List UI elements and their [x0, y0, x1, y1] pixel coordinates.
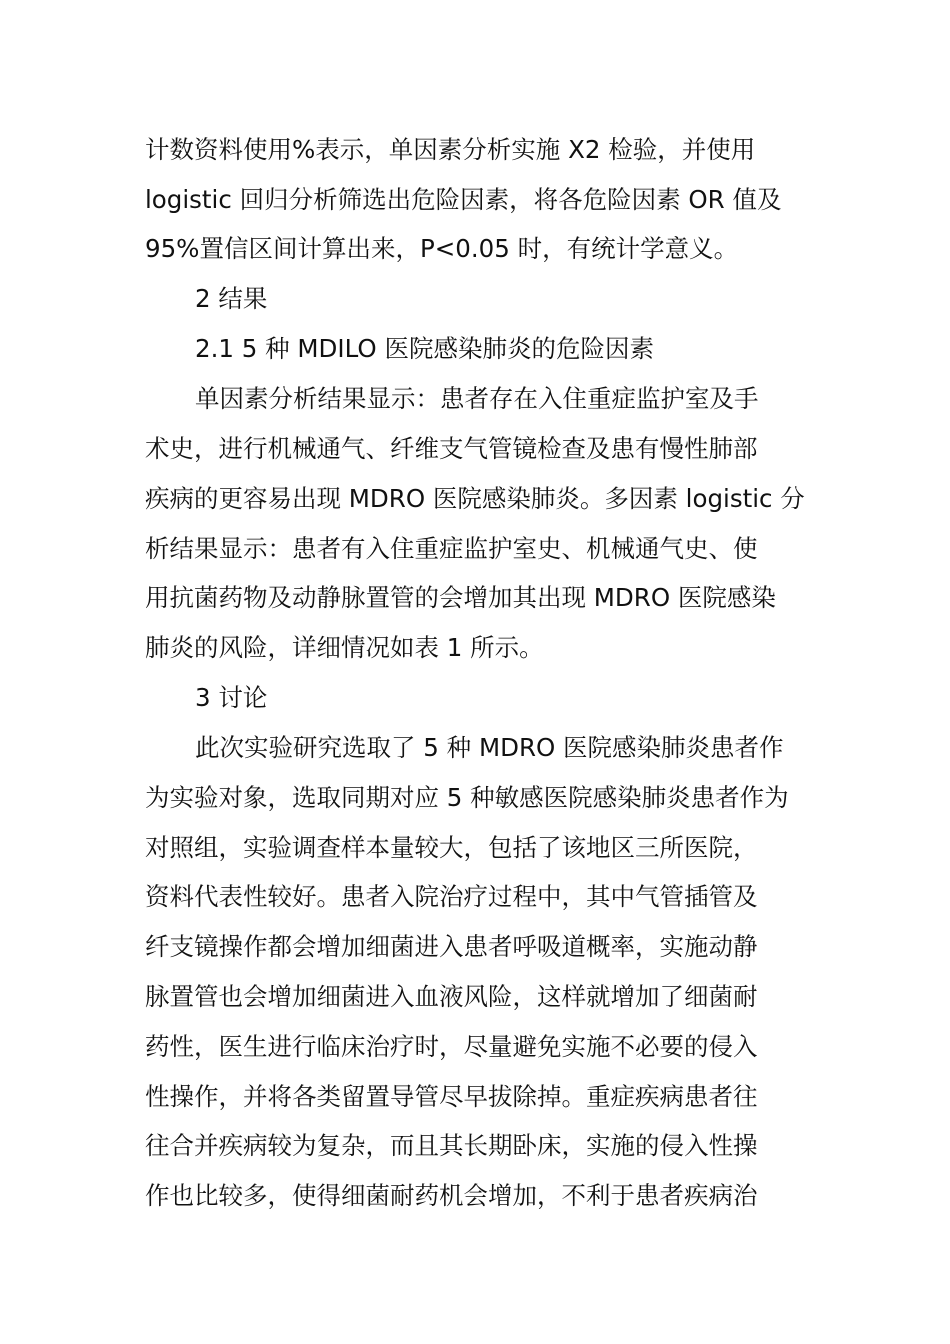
section-heading: 2 结果: [195, 284, 268, 313]
paragraph-line: 资料代表性较好。患者入院治疗过程中，其中气管插管及: [145, 882, 758, 911]
paragraph-line: 计数资料使用%表示，单因素分析实施 X2 检验，并使用: [145, 135, 756, 164]
paragraph-line: logistic 回归分析筛选出危险因素，将各危险因素 OR 值及: [145, 185, 782, 214]
paragraph-line: 性操作，并将各类留置导管尽早拔除掉。重症疾病患者往: [145, 1082, 758, 1111]
paragraph-line: 单因素分析结果显示：患者存在入住重症监护室及手: [195, 384, 759, 413]
section-heading: 3 讨论: [195, 683, 268, 712]
paragraph-line: 用抗菌药物及动静脉置管的会增加其出现 MDRO 医院感染: [145, 583, 776, 612]
subsection-heading: 2.1 5 种 MDILO 医院感染肺炎的危险因素: [195, 334, 654, 363]
paragraph-line: 往合并疾病较为复杂，而且其长期卧床，实施的侵入性操: [145, 1131, 758, 1160]
paragraph-line: 疾病的更容易出现 MDRO 医院感染肺炎。多因素 logistic 分: [145, 484, 805, 513]
paragraph-line: 对照组，实验调查样本量较大，包括了该地区三所医院，: [145, 833, 758, 862]
paragraph-line: 作也比较多，使得细菌耐药机会增加，不利于患者疾病治: [145, 1181, 758, 1210]
paragraph-line: 为实验对象，选取同期对应 5 种敏感医院感染肺炎患者作为: [145, 783, 789, 812]
paragraph-line: 脉置管也会增加细菌进入血液风险，这样就增加了细菌耐: [145, 982, 758, 1011]
paragraph-line: 药性，医生进行临床治疗时，尽量避免实施不必要的侵入: [145, 1032, 758, 1061]
paragraph-line: 此次实验研究选取了 5 种 MDRO 医院感染肺炎患者作: [195, 733, 784, 762]
paragraph-line: 95%置信区间计算出来，P<0.05 时，有统计学意义。: [145, 234, 739, 263]
paragraph-line: 术史，进行机械通气、纤维支气管镜检查及患有慢性肺部: [145, 434, 758, 463]
paragraph-line: 肺炎的风险，详细情况如表 1 所示。: [145, 633, 544, 662]
paragraph-line: 析结果显示：患者有入住重症监护室史、机械通气史、使: [145, 534, 758, 563]
paragraph-line: 纤支镜操作都会增加细菌进入患者呼吸道概率，实施动静: [145, 932, 758, 961]
